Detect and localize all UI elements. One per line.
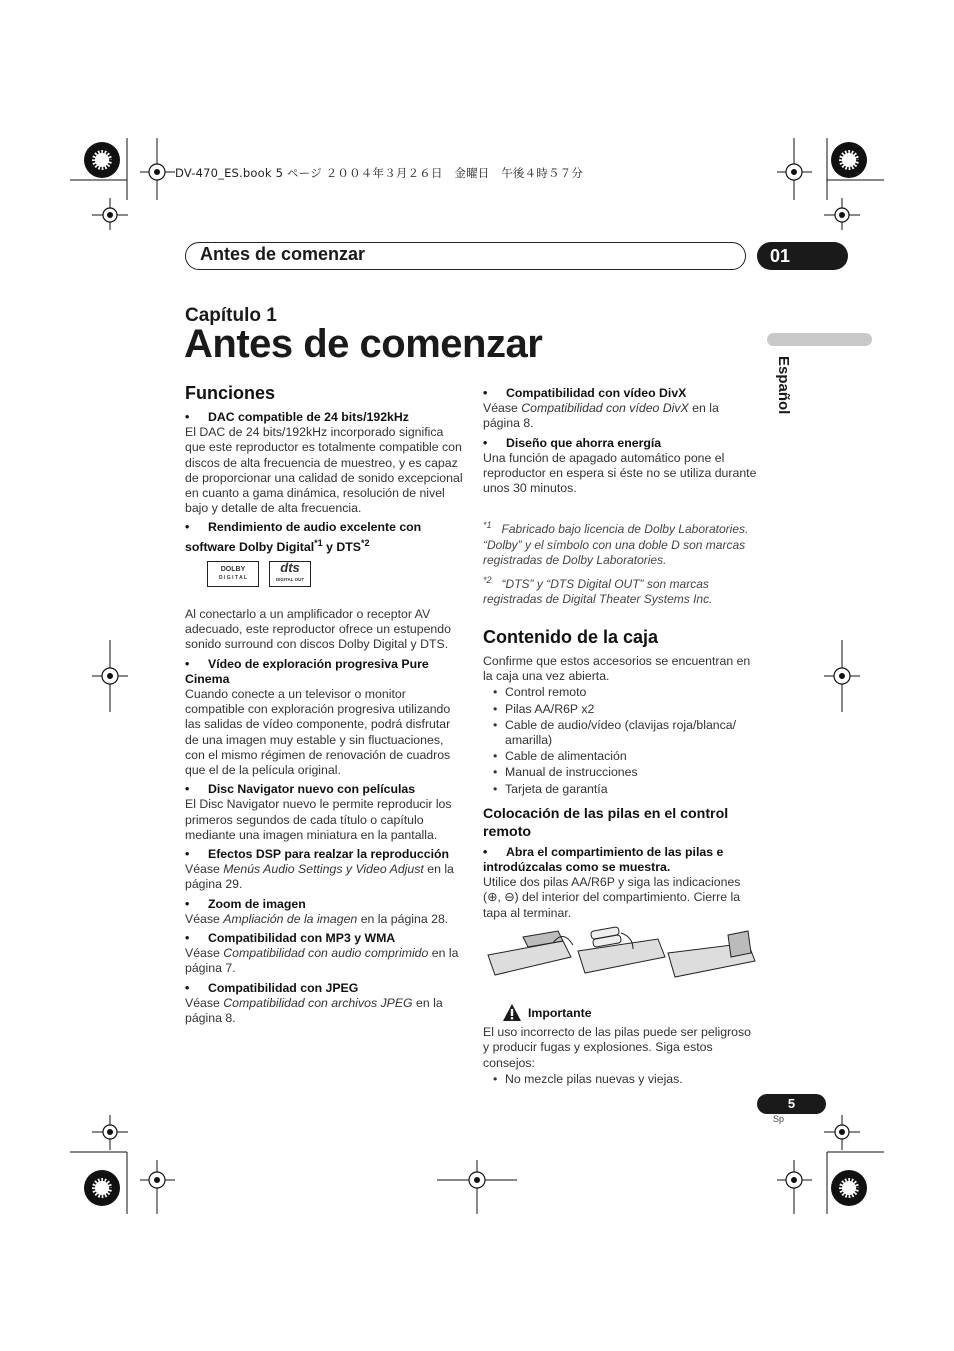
audio-logos — [207, 561, 463, 589]
feature-text: El DAC de 24 bits/192kHz incorporado significa que este reproductor es totalmente compatible con discos de alta frecuencia de muestreo, y es capaz de proporcionar una calidad de sonido excepcional en cuanto a gama dinámica, resolución de nivel bajo y detalle de alta frecuencia. — [185, 425, 463, 516]
feature-title: • Diseño que ahorra energía — [483, 435, 662, 450]
feature-title: • Compatibilidad con JPEG — [185, 980, 359, 995]
dolby-digital-logo: DOLBY D I G I T A L — [207, 561, 259, 587]
feature-text: El Disc Navigator nuevo le permite reproducir los primeros segundos de cada título o capítulo mediante una imagen miniatura en la pantalla. — [185, 797, 452, 842]
language-tab — [767, 333, 872, 346]
list-item: • Tarjeta de garantía — [483, 782, 758, 797]
header-title: Antes de comenzar — [200, 244, 366, 264]
importante-text: El uso incorrecto de las pilas puede ser peligroso y producir fugas y explosiones. Siga estos consejos: — [483, 1025, 751, 1070]
feature-title: • Disc Navigator nuevo con películas — [185, 782, 416, 797]
list-item: • Control remoto — [483, 685, 758, 700]
step-text: Utilice dos pilas AA/R6P y siga las indicaciones (⊕, ⊖) del interior del compartimiento. Cierre la tapa al terminar. — [483, 875, 741, 920]
feature-title: • Vídeo de exploración progresiva Pure Cinema — [185, 656, 429, 686]
footnote-1: $^{*1}$ Fabricado bajo licencia de Dolby Laboratories. “Dolby” y el símbolo con una doble D son marcas registradas de Dolby Laboratories. — [483, 520, 749, 568]
page-lang-code: Sp — [773, 1114, 785, 1124]
feature-ref: Véase Ampliación de la imagen en la página 28. — [185, 911, 449, 926]
chapter-label: Capítulo 1 — [185, 305, 277, 326]
feature-title: • Efectos DSP para realzar la reproducción — [185, 846, 450, 861]
language-label: Español — [775, 356, 792, 415]
page-number: 5 — [757, 1094, 826, 1114]
funciones-heading: Funciones — [185, 383, 276, 403]
tips-list — [483, 1072, 758, 1087]
list-item: • No mezcle pilas nuevas y viejas. — [483, 1072, 758, 1087]
right-column — [483, 382, 758, 925]
feature-ref: Véase Compatibilidad con audio comprimido en la página 7. — [185, 946, 459, 976]
step-title: • Abra el compartimiento de las pilas e introdúzcalas como se muestra. — [483, 844, 724, 874]
feature-title: • Rendimiento de audio excelente con software Dolby Digital$^{*1}$ y DTS$^{*2}$ — [185, 520, 422, 554]
importante-block — [483, 1006, 758, 1089]
feature-title: • Zoom de imagen — [185, 896, 306, 911]
left-column — [185, 382, 463, 1030]
feature-title: • DAC compatible de 24 bits/192kHz — [185, 410, 409, 424]
chapter-title: Antes de comenzar — [184, 322, 543, 366]
list-item: • Cable de alimentación — [483, 749, 758, 764]
feature-ref: Véase Compatibilidad con archivos JPEG en la página 8. — [185, 995, 443, 1025]
feature-text: Una función de apagado automático pone el reproductor en espera si éste no se utiliza durante unos 30 minutos. — [483, 450, 757, 496]
dts-logo: dts DIGITAL OUT — [269, 561, 311, 587]
contenido-heading: Contenido de la caja — [483, 626, 659, 647]
importante-label: Importante — [528, 1006, 592, 1020]
battery-installation-illustration — [483, 923, 758, 993]
list-item: • Cable de audio/vídeo (clavijas roja/blanca/ amarilla) — [483, 718, 758, 748]
chapter-number-badge: 01 — [757, 242, 848, 270]
book-file-line: DV-470_ES.book 5 ページ ２００４年３月２６日 金曜日 午後４時５７分 — [175, 166, 584, 180]
list-item: • Manual de instrucciones — [483, 765, 758, 780]
feature-title: • Compatibilidad con vídeo DivX — [483, 386, 687, 400]
feature-text: Cuando conecte a un televisor o monitor compatible con exploración progresiva utilizando las salidas de vídeo componente, podrá disfrutar de una imagen muy estable y sin fluctuaciones, con el mismo régimen de renovación de cuadros que el de la película original. — [185, 686, 451, 777]
list-item: • Pilas AA/R6P x2 — [483, 702, 758, 717]
feature-title: • Compatibilidad con MP3 y WMA — [185, 930, 396, 945]
feature-text: Al conectarlo a un amplificador o receptor AV adecuado, este reproductor ofrece un estupendo sonido surround con discos Dolby Digital y DTS. — [185, 606, 451, 652]
feature-ref: Véase Compatibilidad con vídeo DivX en la página 8. — [483, 401, 719, 431]
accessories-list — [483, 685, 758, 796]
feature-ref: Véase Menús Audio Settings y Video Adjust en la página 29. — [185, 862, 454, 892]
footnote-2: $^{*2}$ “DTS” y “DTS Digital OUT” son marcas registradas de Digital Theater Systems Inc. — [483, 574, 713, 607]
pilas-heading: Colocación de las pilas en el control remoto — [483, 805, 729, 840]
contenido-intro: Confirme que estos accesorios se encuentran en la caja una vez abierta. — [483, 653, 751, 684]
